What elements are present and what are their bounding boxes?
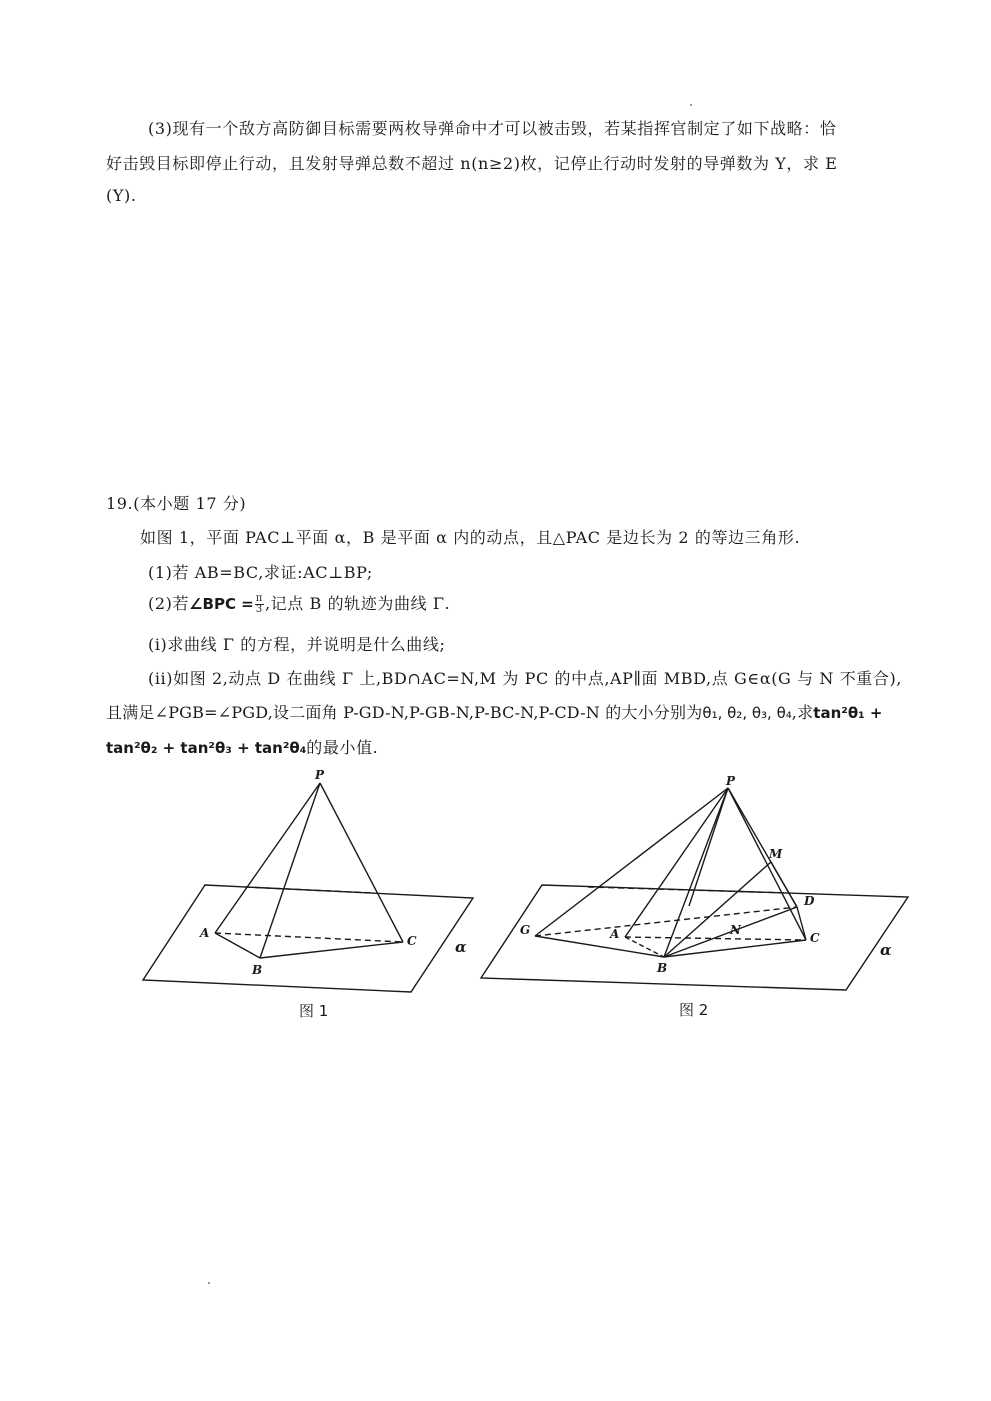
figure2-label-p: P (726, 774, 736, 788)
figure1-label-c: C (407, 934, 417, 948)
figure1-drawing (143, 783, 473, 992)
figure2-drawing (481, 788, 908, 990)
figure2-edge-pg (535, 788, 728, 936)
q19-part-ii-line2-prefix: 且满足∠PGB=∠PGD,设二面角 P-GD-N,P-GB-N,P-BC-N,P-CD-N 的大小分别为 (106, 703, 703, 722)
q19-part2-prefix: (2)若 (148, 594, 190, 613)
figure1-edge-pa (215, 783, 320, 933)
scan-speck (208, 1282, 210, 1284)
figure2-edge-mb (664, 862, 771, 957)
figure2-edge-pn (689, 788, 728, 906)
figure1-edge-pc (320, 783, 403, 942)
figure1-label-a: A (200, 926, 210, 940)
figure2-label-a: A (610, 927, 620, 941)
figure2-caption: 图 2 (679, 1001, 709, 1019)
figure2-label-g: G (520, 923, 531, 937)
angle-bpc: ∠BPC = (189, 595, 254, 613)
figure2-label-alpha: α (880, 941, 892, 959)
figure2-label-c: C (810, 931, 820, 945)
fraction-denominator: 3 (255, 604, 263, 615)
figure2-label-n: N (730, 923, 741, 937)
q19-intro: 如图 1，平面 PAC⊥平面 α，B 是平面 α 内的动点，且△PAC 是边长为 2 的等边三角形. (140, 528, 801, 547)
q19-part-ii-line3-suffix: 的最小值. (306, 738, 379, 757)
figure1-label-p: P (315, 768, 325, 782)
q19-part1: (1)若 AB=BC,求证:AC⊥BP; (148, 563, 373, 582)
figure1-edge-pb (260, 783, 320, 958)
tan-expression-start: tan²θ₁ + (813, 704, 883, 722)
q19-part-i: (i)求曲线 Γ 的方程，并说明是什么曲线; (148, 635, 446, 654)
q19-part-ii-line1: (ii)如图 2,动点 D 在曲线 Γ 上,BD∩AC=N,M 为 PC 的中点,AP∥面 MBD,点 G∈α(G 与 N 不重合), (148, 669, 903, 688)
theta-list: θ₁, θ₂, θ₃, θ₄ (702, 704, 792, 722)
q19-part2-suffix: ,记点 B 的轨迹为曲线 Γ. (264, 594, 451, 613)
figure2-label-m: M (769, 847, 783, 861)
figure2-label-b: B (657, 961, 668, 975)
fraction-numerator: π (255, 593, 263, 604)
q19-part-ii-line2-mid: ,求 (791, 703, 814, 722)
figure1-label-alpha: α (455, 938, 467, 956)
figure1-plane-alpha (143, 885, 473, 992)
q18-part3-line1: (3)现有一个敌方高防御目标需要两枚导弹命中才可以被击毁，若某指挥官制定了如下战略：恰 (148, 119, 837, 138)
figure1-label-b: B (252, 963, 263, 977)
figure1-edge-bc (260, 942, 403, 958)
figure2-edge-gb (535, 936, 664, 957)
q19-header: 19.(本小题 17 分) (106, 494, 247, 513)
figure1-caption: 图 1 (299, 1002, 329, 1020)
q18-part3-line2: 好击毁目标即停止行动，且发射导弹总数不超过 n(n≥2)枚，记停止行动时发射的导弹数为 Y，求 E (106, 154, 838, 173)
figure2-edge-pm-pc (728, 788, 806, 940)
scan-speck (690, 104, 692, 106)
figure2-edge-md (771, 862, 797, 907)
figure2-edge-dc (797, 907, 806, 940)
figure1-edge-ab (215, 933, 260, 958)
tan-expression-rest: tan²θ₂ + tan²θ₃ + tan²θ₄ (106, 739, 307, 757)
figure1-edge-ac-dashed (215, 933, 403, 942)
q18-part3-line3: (Y). (106, 186, 137, 205)
figure2-label-d: D (804, 894, 815, 908)
